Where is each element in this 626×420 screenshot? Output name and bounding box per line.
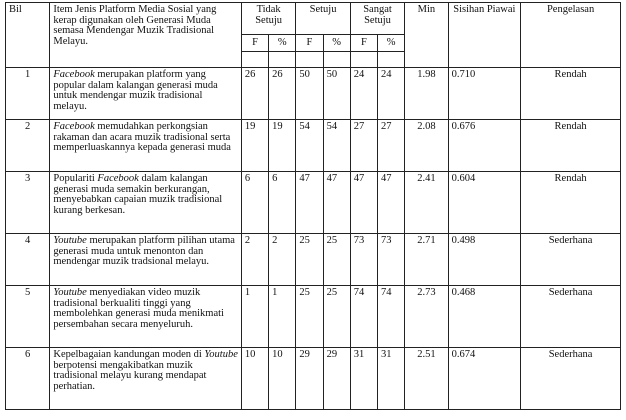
cell-s-pct: 50	[323, 68, 350, 120]
row-number: 5	[6, 286, 50, 348]
cell-s-pct: 25	[323, 234, 350, 286]
cell-min: 2.51	[405, 348, 448, 410]
cell-s-pct: 25	[323, 286, 350, 348]
cell-ss-f: 31	[350, 348, 377, 410]
cell-s-f: 54	[296, 120, 323, 172]
header-item: Item Jenis Platform Media Sosial yang kerap digunakan oleh Generasi Muda semasa Mendengar Muzik Tradisional Melayu.	[50, 3, 242, 68]
item-text	[50, 172, 242, 234]
cell-ts-pct: 26	[269, 68, 296, 120]
platform-name: Facebook	[97, 173, 139, 184]
row-number: 3	[6, 172, 50, 234]
header-pengelasan: Pengelasan	[521, 3, 621, 68]
cell-s-pct: 29	[323, 348, 350, 410]
statement-text: merupakan platform pilihan utama generasi muda untuk menonton dan mendengar muzik tradsional melayu.	[53, 235, 235, 268]
item-text	[50, 120, 242, 172]
statement-text: berpotensi mengakibatkan muzik tradisional melayu kurang mendapat perhatian.	[53, 359, 207, 392]
row-number: 2	[6, 120, 50, 172]
cell-ts-pct: 2	[269, 234, 296, 286]
cell-ss-f: 27	[350, 120, 377, 172]
cell-ts-f: 19	[241, 120, 268, 172]
subheader-f: F	[296, 35, 323, 52]
cell-sisihan-piawai: 0.468	[448, 286, 521, 348]
cell-ts-f: 1	[241, 286, 268, 348]
cell-ts-f: 2	[241, 234, 268, 286]
platform-name: Youtube	[53, 287, 87, 298]
cell-s-f: 47	[296, 172, 323, 234]
cell-ts-f: 26	[241, 68, 268, 120]
statement-prefix: Kepelbagaian kandungan moden di	[53, 349, 205, 360]
subheader-pct: %	[323, 35, 350, 52]
platform-name: Youtube	[53, 235, 87, 246]
cell-min: 2.41	[405, 172, 448, 234]
cell-s-f: 25	[296, 234, 323, 286]
table-row	[6, 234, 621, 286]
statement-text: dalam kalangan generasi muda semakin berkurangan, menyebabkan capaian muzik tradisional kurang berkesan.	[53, 173, 223, 216]
cell-ss-f: 47	[350, 172, 377, 234]
cell-s-f: 50	[296, 68, 323, 120]
cell-pengelasan: Rendah	[521, 68, 621, 120]
platform-name: Youtube	[204, 349, 238, 360]
row-number: 6	[6, 348, 50, 410]
cell-min: 1.98	[405, 68, 448, 120]
table-row	[6, 286, 621, 348]
subheader-f: F	[350, 35, 377, 52]
cell-min: 2.73	[405, 286, 448, 348]
cell-ss-pct: 73	[378, 234, 405, 286]
cell-pengelasan: Sederhana	[521, 234, 621, 286]
header-bil: Bil	[6, 3, 50, 68]
table-row	[6, 348, 621, 410]
header-setuju: Setuju	[296, 3, 350, 35]
item-text	[50, 348, 242, 410]
header-row	[6, 3, 621, 35]
header-sisihan-piawai: Sisihan Piawai	[448, 3, 521, 68]
subheader-f: F	[241, 35, 268, 52]
item-text	[50, 234, 242, 286]
cell-ss-pct: 74	[378, 286, 405, 348]
cell-s-pct: 47	[323, 172, 350, 234]
cell-sisihan-piawai: 0.674	[448, 348, 521, 410]
cell-pengelasan: Rendah	[521, 172, 621, 234]
table-row	[6, 172, 621, 234]
table-row	[6, 120, 621, 172]
item-text	[50, 68, 242, 120]
statement-text: merupakan platform yang popular dalam kalangan generasi muda untuk mendengar muzik tradisional melayu.	[53, 69, 218, 112]
cell-s-pct: 54	[323, 120, 350, 172]
cell-min: 2.08	[405, 120, 448, 172]
cell-s-f: 25	[296, 286, 323, 348]
cell-sisihan-piawai: 0.498	[448, 234, 521, 286]
cell-ss-pct: 27	[378, 120, 405, 172]
subheader-pct: %	[378, 35, 405, 52]
cell-ts-pct: 10	[269, 348, 296, 410]
statement-text: menyediakan video muzik tradisional berkualiti tinggi yang membolehkan generasi muda menikmati persembahan secara menyeluruh.	[53, 287, 224, 330]
cell-sisihan-piawai: 0.676	[448, 120, 521, 172]
statement-text: memudahkan perkongsian rakaman dan acara muzik tradisional serta memperluaskannya kepada generasi muda	[53, 121, 231, 154]
cell-ss-f: 73	[350, 234, 377, 286]
cell-pengelasan: Sederhana	[521, 286, 621, 348]
cell-pengelasan: Sederhana	[521, 348, 621, 410]
cell-ts-pct: 19	[269, 120, 296, 172]
platform-name: Facebook	[53, 69, 95, 80]
item-text	[50, 286, 242, 348]
header-sangat-setuju: Sangat Setuju	[350, 3, 404, 35]
platform-name: Facebook	[53, 121, 95, 132]
cell-ss-f: 74	[350, 286, 377, 348]
cell-sisihan-piawai: 0.710	[448, 68, 521, 120]
cell-ts-f: 10	[241, 348, 268, 410]
table-row	[6, 68, 621, 120]
cell-ss-f: 24	[350, 68, 377, 120]
row-number: 1	[6, 68, 50, 120]
cell-ts-pct: 6	[269, 172, 296, 234]
header-min: Min	[405, 3, 448, 68]
survey-table	[5, 2, 621, 410]
header-tidak-setuju: Tidak Setuju	[241, 3, 295, 35]
cell-ss-pct: 47	[378, 172, 405, 234]
row-number: 4	[6, 234, 50, 286]
subheader-pct: %	[269, 35, 296, 52]
cell-sisihan-piawai: 0.604	[448, 172, 521, 234]
statement-prefix: Populariti	[53, 173, 98, 184]
cell-ss-pct: 24	[378, 68, 405, 120]
cell-s-f: 29	[296, 348, 323, 410]
cell-pengelasan: Rendah	[521, 120, 621, 172]
cell-ts-pct: 1	[269, 286, 296, 348]
cell-ts-f: 6	[241, 172, 268, 234]
cell-ss-pct: 31	[378, 348, 405, 410]
cell-min: 2.71	[405, 234, 448, 286]
